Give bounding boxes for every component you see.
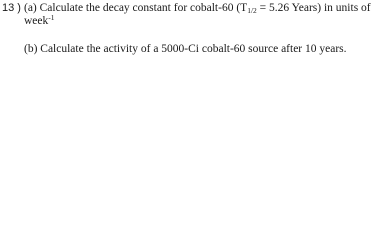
part-a-unit: week: [24, 15, 49, 27]
unit-superscript: -1: [48, 13, 55, 22]
question-number: 13 ): [2, 2, 21, 14]
part-b-line: [24, 43, 347, 56]
part-a-line-1: [24, 2, 371, 15]
part-a-text-1: (a) Calculate the decay constant for cobalt-60 (T: [24, 2, 248, 14]
half-life-subscript: 1/2: [247, 6, 257, 15]
part-b-text: (b) Calculate the activity of a 5000-Ci cobalt-60 source after 10 years.: [24, 43, 347, 55]
part-a-text-2: = 5.26 Years) in units of: [256, 2, 371, 14]
part-a-line-2: [24, 15, 55, 28]
